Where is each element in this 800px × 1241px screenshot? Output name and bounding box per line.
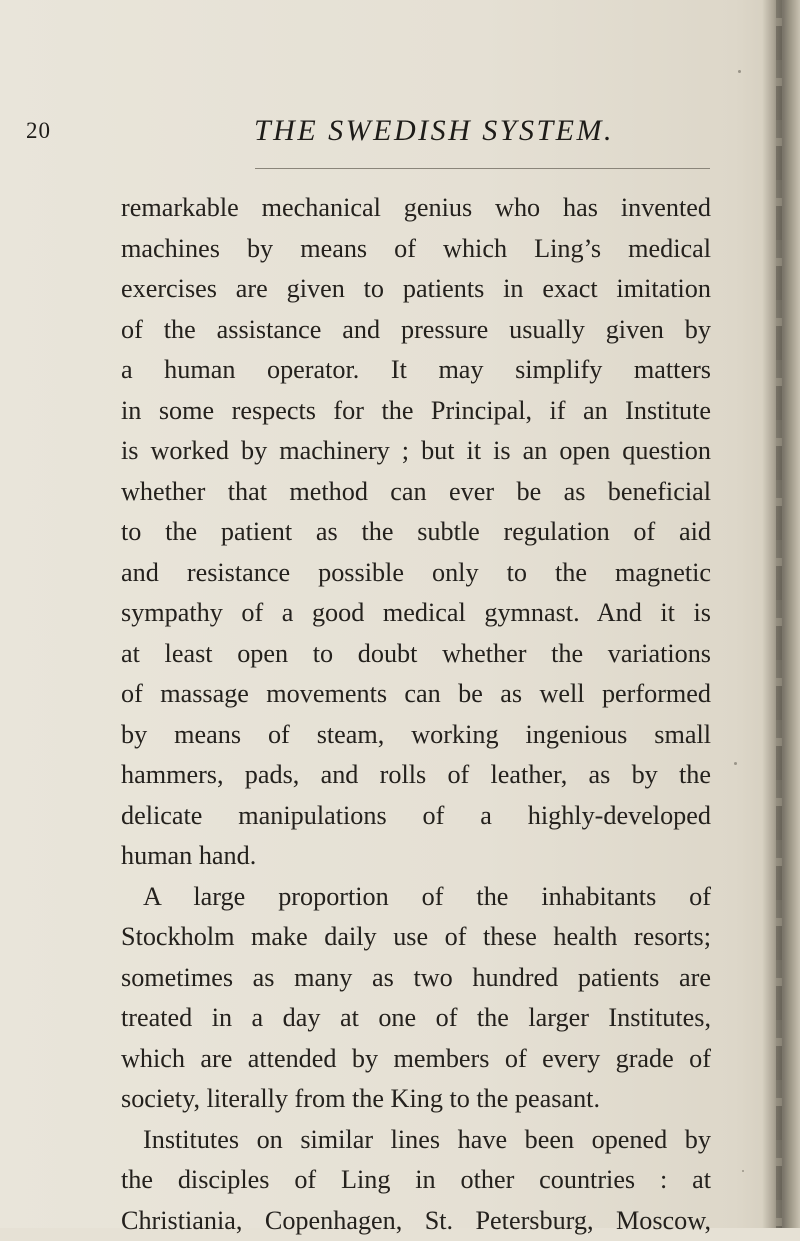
text-line: remarkable mechanical genius who has invented bbox=[121, 188, 711, 229]
text-line: society, literally from the King to the peasant. bbox=[121, 1079, 711, 1120]
text-line: by means of steam, working ingenious small bbox=[121, 715, 711, 756]
text-line: is worked by machinery ; but it is an open question bbox=[121, 431, 711, 472]
page-edge-shadow bbox=[762, 0, 800, 1228]
header-rule bbox=[255, 168, 710, 169]
text-line: whether that method can ever be as beneficial bbox=[121, 472, 711, 513]
text-line: hammers, pads, and rolls of leather, as by the bbox=[121, 755, 711, 796]
text-line: human hand. bbox=[121, 836, 711, 877]
text-line: of the assistance and pressure usually given by bbox=[121, 310, 711, 351]
text-line: of massage movements can be as well performed bbox=[121, 674, 711, 715]
text-line: in some respects for the Principal, if an Institute bbox=[121, 391, 711, 432]
text-line: exercises are given to patients in exact imitation bbox=[121, 269, 711, 310]
body-text bbox=[121, 188, 711, 1241]
text-line: Stockholm make daily use of these health resorts; bbox=[121, 917, 711, 958]
text-line: Christiania, Copenhagen, St. Petersburg, Moscow, bbox=[121, 1201, 711, 1241]
paper-speck bbox=[734, 762, 737, 765]
paragraph-start-line: Institutes on similar lines have been opened by bbox=[121, 1120, 711, 1161]
text-line: the disciples of Ling in other countries : at bbox=[121, 1160, 711, 1201]
text-line: treated in a day at one of the larger Institutes, bbox=[121, 998, 711, 1039]
text-line: and resistance possible only to the magnetic bbox=[121, 553, 711, 594]
text-line: at least open to doubt whether the variations bbox=[121, 634, 711, 675]
paper-speck bbox=[742, 1170, 744, 1172]
text-line: machines by means of which Ling’s medical bbox=[121, 229, 711, 270]
running-head: THE SWEDISH SYSTEM. bbox=[254, 114, 614, 148]
text-line: delicate manipulations of a highly-developed bbox=[121, 796, 711, 837]
text-line: sometimes as many as two hundred patients are bbox=[121, 958, 711, 999]
paper-speck bbox=[738, 70, 741, 73]
text-line: to the patient as the subtle regulation of aid bbox=[121, 512, 711, 553]
page-number: 20 bbox=[26, 118, 51, 144]
text-line: a human operator. It may simplify matters bbox=[121, 350, 711, 391]
paragraph-start-line: A large proportion of the inhabitants of bbox=[121, 877, 711, 918]
text-line: sympathy of a good medical gymnast. And it is bbox=[121, 593, 711, 634]
text-line: which are attended by members of every grade of bbox=[121, 1039, 711, 1080]
page-header bbox=[0, 118, 800, 158]
